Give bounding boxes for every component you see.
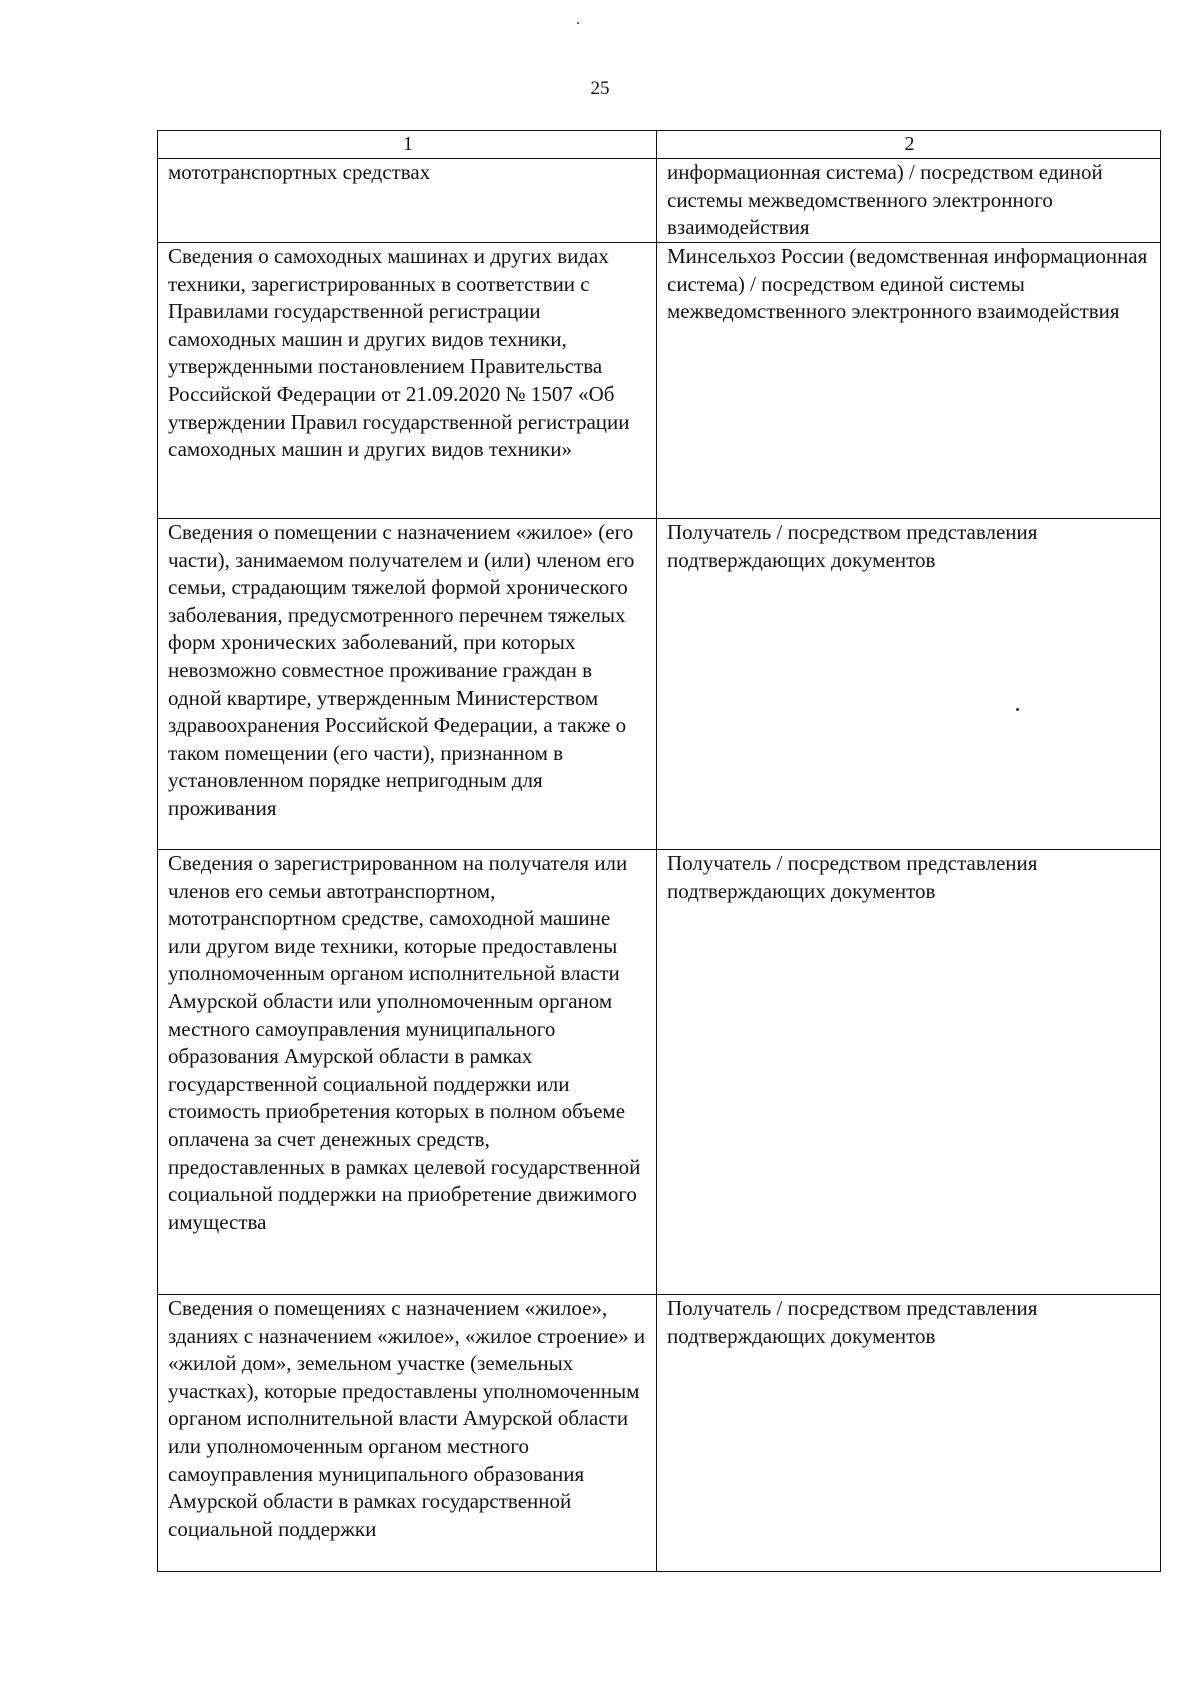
column-header-2: 2: [657, 131, 1161, 159]
row-info-cell: Сведения о самоходных машинах и других видах техники, зарегистрированных в соответствии с Правилами государственной регистрации самоходных машин и других видов техники, утвержденными постановлением Правительства Российской Федерации от 21.09.2020 № 1507 «Об утверждении Правил государственной регистрации самоходных машин и других видов техники»: [158, 243, 657, 519]
row-info-cell: Сведения о помещении с назначением «жилое» (его части), занимаемом получателем и (или) членом его семьи, страдающим тяжелой формой хронического заболевания, предусмотренного перечнем тяжелых форм хронических заболеваний, при которых невозможно совместное проживание граждан в одной квартире, утвержденным Министерством здравоохранения Российской Федерации, а также о таком помещении (его части), признанном в установленном порядке непригодным для проживания: [158, 519, 657, 850]
row-source-cell: Получатель / посредством представления подтверждающих документов: [657, 1295, 1161, 1572]
row-source-cell: Получатель / посредством представления подтверждающих документов: [657, 850, 1161, 1295]
table-row: [158, 519, 1161, 850]
column-header-1: 1: [158, 131, 657, 159]
document-table: [157, 130, 1161, 1572]
row-source-cell: Получатель / посредством представления подтверждающих документов: [657, 519, 1161, 850]
table-row: [158, 159, 1161, 243]
table-row: [158, 243, 1161, 519]
table-header-row: [158, 131, 1161, 159]
table-row: [158, 1295, 1161, 1572]
row-source-cell: информационная система) / посредством единой системы межведомственного электронного взаимодействия: [657, 159, 1161, 243]
row-info-cell: Сведения о помещениях с назначением «жилое», зданиях с назначением «жилое», «жилое строение» и «жилой дом», земельном участке (земельных участках), которые предоставлены уполномоченным органом исполнительной власти Амурской области или уполномоченным органом местного самоуправления муниципального образования Амурской области в рамках государственной социальной поддержки: [158, 1295, 657, 1572]
page-number: 25: [590, 78, 610, 99]
row-info-cell: Сведения о зарегистрированном на получателя или членов его семьи автотранспортном, мототранспортном средстве, самоходной машине или другом виде техники, которые предоставлены уполномоченным органом исполнительной власти Амурской области или уполномоченным органом местного самоуправления муниципального образования Амурской области в рамках государственной социальной поддержки или стоимость приобретения которых в полном объеме оплачена за счет денежных средств, предоставленных в рамках целевой государственной социальной поддержки на приобретение движимого имущества: [158, 850, 657, 1295]
row-info-cell: мототранспортных средствах: [158, 159, 657, 243]
table-row: [158, 850, 1161, 1295]
row-source-cell: Минсельхоз России (ведомственная информационная система) / посредством единой системы межведомственного электронного взаимодействия: [657, 243, 1161, 519]
scan-speck: [577, 22, 579, 24]
